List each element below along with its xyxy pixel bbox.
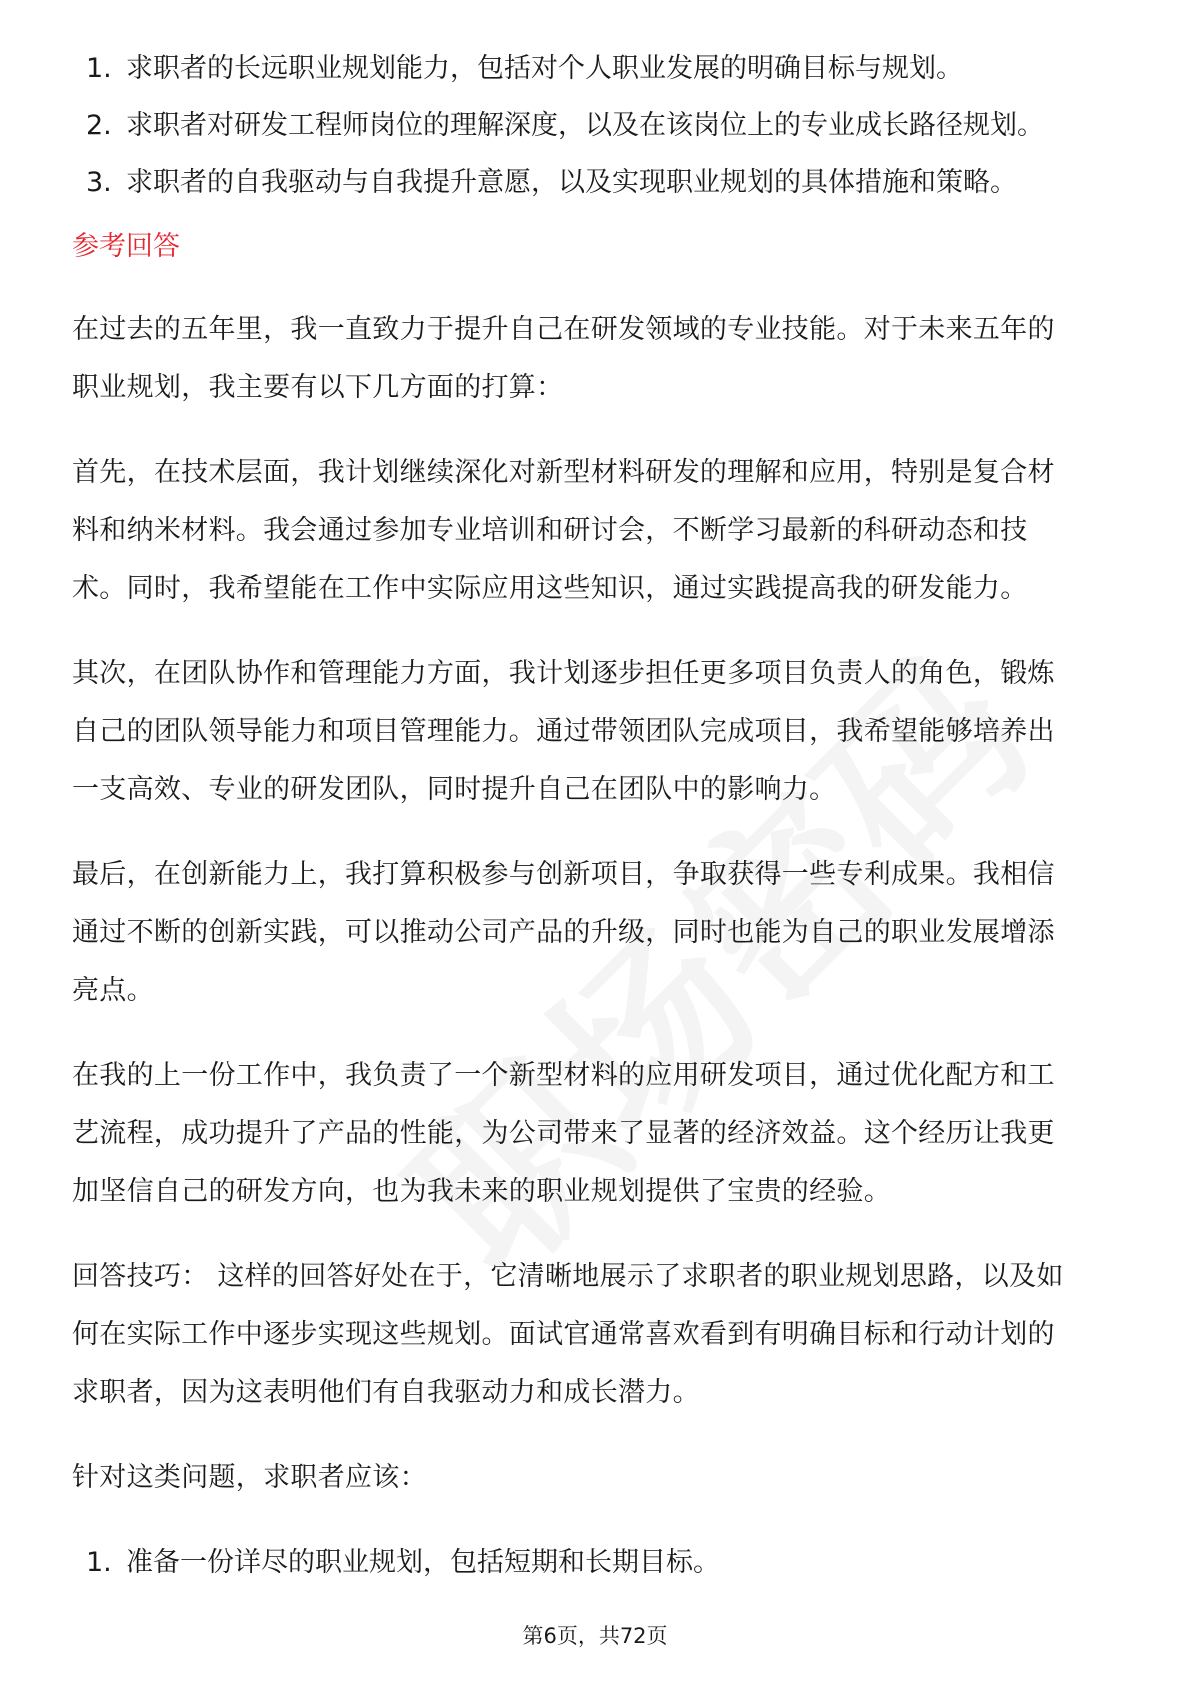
paragraph-line: 在过去的五年里，我一直致力于提升自己在研发领域的专业技能。对于未来五年的 [72,314,1055,345]
paragraph-line: 一支高效、专业的研发团队，同时提升自己在团队中的影响力。 [72,774,837,805]
paragraph-line: 职业规划，我主要有以下几方面的打算： [72,372,564,403]
list-number: 3. [86,167,112,198]
list-number: 1. [86,53,112,84]
list-item [72,40,1122,97]
list-text: 准备一份详尽的职业规划，包括短期和长期目标。 [126,1547,720,1578]
paragraph-line: 艺流程，成功提升了产品的性能，为公司带来了显著的经济效益。这个经历让我更 [72,1118,1055,1149]
page-footer: 第6页，共72页 [522,1624,668,1648]
paragraph [72,1047,1122,1221]
paragraph [72,1248,1122,1422]
paragraph-line: 自己的团队领导能力和项目管理能力。通过带领团队完成项目，我希望能够培养出 [72,716,1055,747]
paragraph [72,846,1122,1020]
criteria-list [72,40,1122,211]
paragraph-line: 回答技巧： 这样的回答好处在于，它清晰地展示了求职者的职业规划思路，以及如 [72,1261,1064,1292]
list-item [72,1534,1122,1591]
paragraph-line: 在我的上一份工作中，我负责了一个新型材料的应用研发项目，通过优化配方和工 [72,1060,1055,1091]
paragraph-line: 通过不断的创新实践，可以推动公司产品的升级，同时也能为自己的职业发展增添 [72,917,1055,948]
advice-list [72,1534,1122,1591]
paragraph-line: 亮点。 [72,975,154,1006]
list-text: 求职者的自我驱动与自我提升意愿，以及实现职业规划的具体措施和策略。 [126,167,1017,198]
paragraph-line: 最后，在创新能力上，我打算积极参与创新项目，争取获得一些专利成果。我相信 [72,859,1055,890]
list-text: 求职者的长远职业规划能力，包括对个人职业发展的明确目标与规划。 [126,53,963,84]
section-title: 参考回答 [72,231,180,262]
paragraph-line: 其次，在团队协作和管理能力方面，我计划逐步担任更多项目负责人的角色，锻炼 [72,658,1055,689]
paragraph-line: 料和纳米材料。我会通过参加专业培训和研讨会，不断学习最新的科研动态和技 [72,515,1028,546]
paragraph-line: 首先，在技术层面，我计划继续深化对新型材料研发的理解和应用，特别是复合材 [72,457,1055,488]
paragraph-line: 术。同时，我希望能在工作中实际应用这些知识，通过实践提高我的研发能力。 [72,573,1028,604]
list-item [72,97,1122,154]
paragraph-line: 加坚信自己的研发方向，也为我未来的职业规划提供了宝贵的经验。 [72,1176,891,1207]
list-number: 2. [86,110,112,141]
paragraph-line: 何在实际工作中逐步实现这些规划。面试官通常喜欢看到有明确目标和行动计划的 [72,1319,1055,1350]
list-text: 求职者对研发工程师岗位的理解深度，以及在该岗位上的专业成长路径规划。 [126,110,1044,141]
list-number: 1. [86,1547,112,1578]
paragraph [72,301,1122,417]
list-item [72,154,1122,211]
page-content [72,40,1122,1591]
paragraph [72,1449,1122,1507]
paragraph-line: 针对这类问题，求职者应该： [72,1462,427,1493]
paragraph [72,444,1122,618]
paragraph-line: 求职者，因为这表明他们有自我驱动力和成长潜力。 [72,1377,700,1408]
paragraph [72,645,1122,819]
